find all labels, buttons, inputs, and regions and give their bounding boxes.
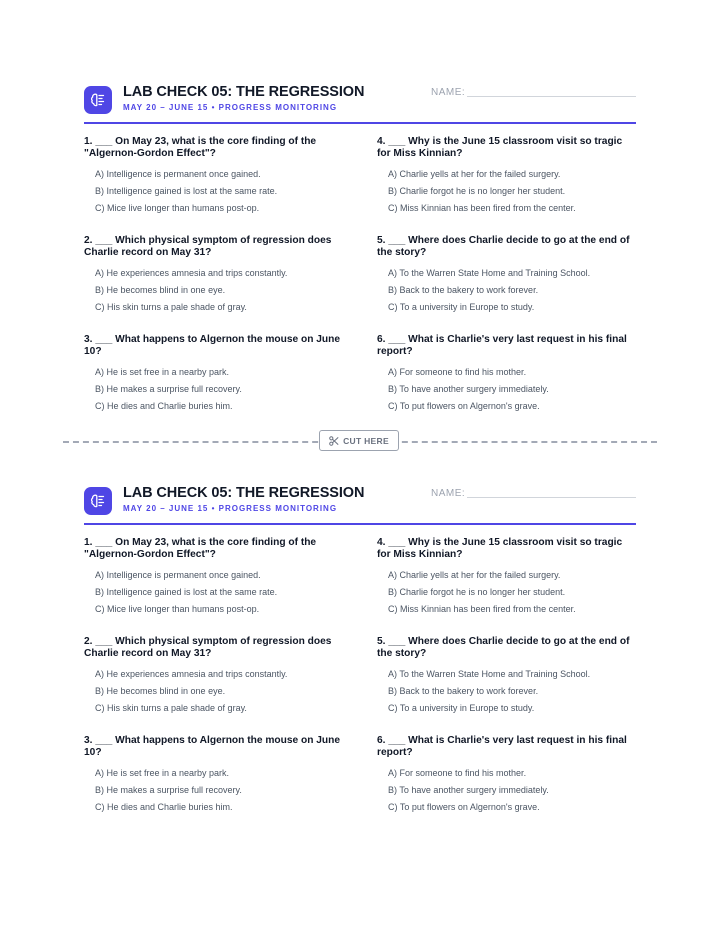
answer-options [377,570,635,621]
answer-option: B) Back to the bakery to work forever. [388,285,539,295]
answer-option: B) Intelligence gained is lost at the same rate. [95,186,278,196]
question-5 [377,636,635,720]
answer-options [377,169,635,220]
answer-options [84,768,342,819]
question-text: 5. ___ Where does Charlie decide to go at the end of the story? [377,636,630,659]
answer-option: B) He becomes blind in one eye. [95,285,226,295]
answer-options [84,367,342,418]
answer-option: B) He makes a surprise full recovery. [95,384,242,394]
question-text: 5. ___ Where does Charlie decide to go at the end of the story? [377,235,630,258]
worksheet-title: LAB CHECK 05: THE REGRESSION [123,485,365,501]
answer-option: C) He dies and Charlie buries him. [95,401,233,411]
question-text: 1. ___ On May 23, what is the core finding of the "Algernon-Gordon Effect"? [84,537,317,560]
worksheet-subtitle: MAY 20 – JUNE 15 • PROGRESS MONITORING [123,504,338,513]
question-2 [84,636,342,720]
question-1 [84,537,342,621]
question-text: 3. ___ What happens to Algernon the mouse on June 10? [84,334,341,357]
question-2 [84,235,342,319]
answer-option: A) Intelligence is permanent once gained. [95,169,261,179]
question-3 [84,334,342,418]
question-4 [377,136,635,220]
answer-option: C) Miss Kinnian has been fired from the center. [388,604,576,614]
answer-option: A) To the Warren State Home and Training School. [388,268,591,278]
worksheet-copy-bottom [84,483,636,812]
answer-option: C) His skin turns a pale shade of gray. [95,302,247,312]
logo [84,487,112,515]
question-text: 6. ___ What is Charlie's very last request in his final report? [377,334,627,357]
brain-icon [89,91,107,109]
answer-options [377,268,635,319]
answer-options [377,768,635,819]
answer-option: C) Mice live longer than humans post-op. [95,203,260,213]
answer-option: C) To a university in Europe to study. [388,703,535,713]
answer-options [377,669,635,720]
worksheet-header [84,483,636,525]
answer-option: C) To a university in Europe to study. [388,302,535,312]
answer-option: C) Miss Kinnian has been fired from the center. [388,203,576,213]
logo [84,86,112,114]
answer-option: A) He experiences amnesia and trips constantly. [95,669,288,679]
worksheet-subtitle: MAY 20 – JUNE 15 • PROGRESS MONITORING [123,103,338,112]
answer-option: C) Mice live longer than humans post-op. [95,604,260,614]
answer-option: A) Charlie yells at her for the failed surgery. [388,570,561,580]
answer-option: B) To have another surgery immediately. [388,384,549,394]
answer-options [84,669,342,720]
question-1 [84,136,342,220]
question-5 [377,235,635,319]
answer-option: B) Back to the bakery to work forever. [388,686,539,696]
answer-option: C) To put flowers on Algernon's grave. [388,401,540,411]
answer-option: B) Charlie forgot he is no longer her student. [388,587,566,597]
answer-option: A) For someone to find his mother. [388,367,527,377]
question-text: 2. ___ Which physical symptom of regression does Charlie record on May 31? [84,636,332,659]
question-text: 2. ___ Which physical symptom of regression does Charlie record on May 31? [84,235,332,258]
answer-option: B) To have another surgery immediately. [388,785,549,795]
question-text: 4. ___ Why is the June 15 classroom visit so tragic for Miss Kinnian? [377,136,623,159]
answer-option: A) Charlie yells at her for the failed surgery. [388,169,561,179]
question-text: 6. ___ What is Charlie's very last request in his final report? [377,735,627,758]
answer-options [84,169,342,220]
question-text: 3. ___ What happens to Algernon the mouse on June 10? [84,735,341,758]
question-4 [377,537,635,621]
cut-here-marker [319,430,399,451]
question-text: 1. ___ On May 23, what is the core finding of the "Algernon-Gordon Effect"? [84,136,317,159]
answer-option: A) For someone to find his mother. [388,768,527,778]
answer-option: B) He makes a surprise full recovery. [95,785,242,795]
brain-icon [89,492,107,510]
answer-option: A) To the Warren State Home and Training School. [388,669,591,679]
answer-option: A) He experiences amnesia and trips constantly. [95,268,288,278]
question-3 [84,735,342,819]
answer-option: B) Charlie forgot he is no longer her student. [388,186,566,196]
worksheet-title: LAB CHECK 05: THE REGRESSION [123,84,365,100]
answer-option: A) Intelligence is permanent once gained. [95,570,261,580]
answer-option: C) He dies and Charlie buries him. [95,802,233,812]
answer-option: C) To put flowers on Algernon's grave. [388,802,540,812]
answer-options [84,570,342,621]
answer-option: C) His skin turns a pale shade of gray. [95,703,247,713]
name-label: NAME: [431,488,466,499]
answer-option: B) Intelligence gained is lost at the same rate. [95,587,278,597]
cut-here-label: CUT HERE [343,435,389,446]
question-text: 4. ___ Why is the June 15 classroom visit so tragic for Miss Kinnian? [377,537,623,560]
worksheet-header [84,82,636,124]
answer-option: A) He is set free in a nearby park. [95,768,230,778]
worksheet-copy-top [84,82,636,411]
answer-option: B) He becomes blind in one eye. [95,686,226,696]
name-field[interactable] [467,95,636,97]
answer-options [84,268,342,319]
question-6 [377,334,635,418]
name-field[interactable] [467,496,636,498]
answer-option: A) He is set free in a nearby park. [95,367,230,377]
question-6 [377,735,635,819]
name-label: NAME: [431,87,466,98]
scissors-icon [329,436,339,446]
answer-options [377,367,635,418]
